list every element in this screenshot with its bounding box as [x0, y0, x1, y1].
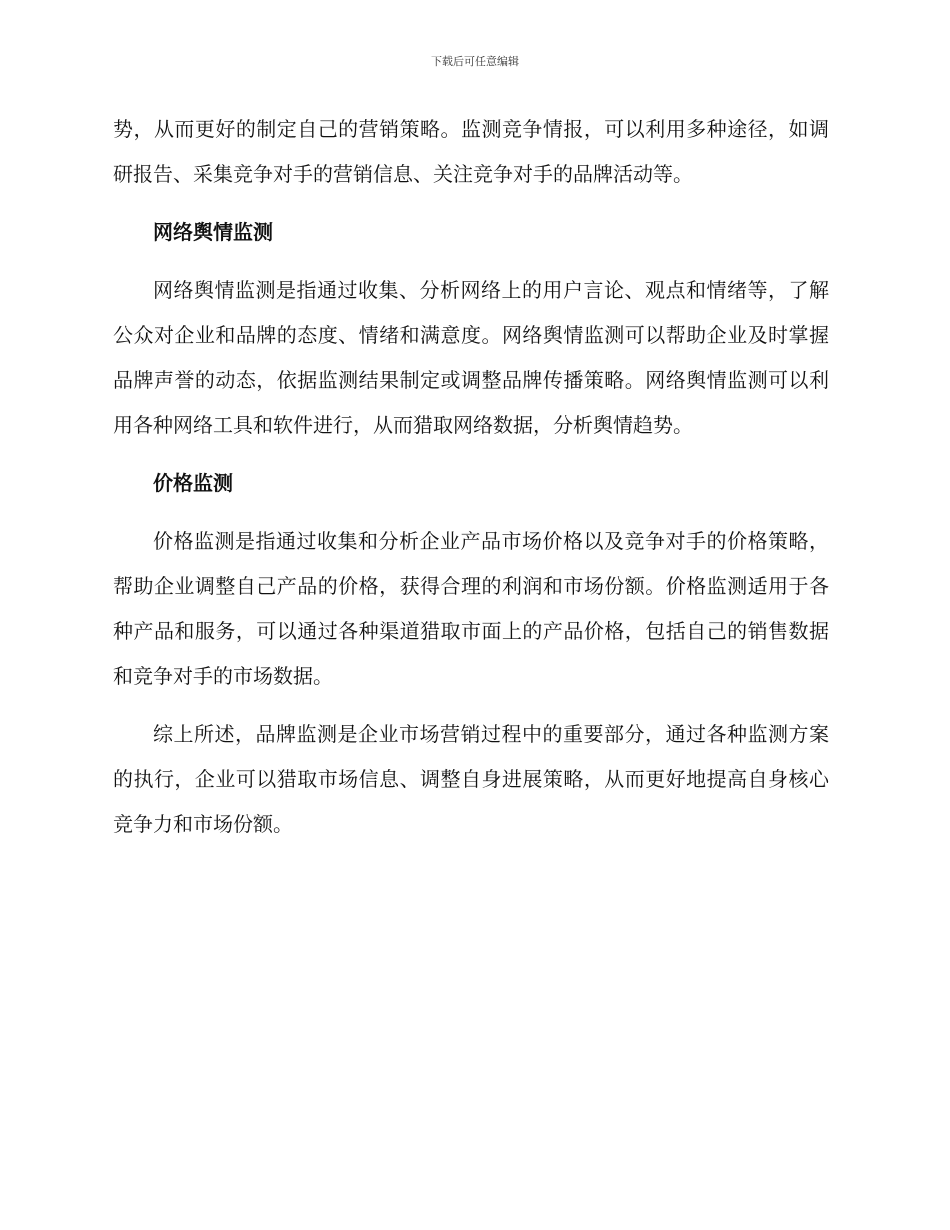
section-heading-price-monitoring: 价格监测 [153, 471, 233, 495]
section-heading-online-sentiment: 网络舆情监测 [153, 220, 273, 244]
paragraph-price-monitoring: 价格监测是指通过收集和分析企业产品市场价格以及竞争对手的价格策略，帮助企业调整自己产品的价格，获得合理的利润和市场份额。价格监测适用于各种产品和服务，可以通过各种渠道猎取市面上的产品价格，包括自己的销售数据和竞争对手的市场数据。 [113, 529, 829, 688]
header-note: 下载后可任意编辑 [431, 55, 519, 68]
document-body [113, 107, 829, 860]
paragraph-online-sentiment: 网络舆情监测是指通过收集、分析网络上的用户言论、观点和情绪等，了解公众对企业和品牌的态度、情绪和满意度。网络舆情监测可以帮助企业及时掌握品牌声誉的动态，依据监测结果制定或调整品牌传播策略。网络舆情监测可以利用各种网络工具和软件进行，从而猎取网络数据，分析舆情趋势。 [113, 278, 829, 437]
paragraph-summary: 综上所述，品牌监测是企业市场营销过程中的重要部分，通过各种监测方案的执行，企业可以猎取市场信息、调整自身进展策略，从而更好地提高自身核心竞争力和市场份额。 [113, 722, 829, 836]
paragraph-continued: 势，从而更好的制定自己的营销策略。监测竞争情报，可以利用多种途径，如调研报告、采集竞争对手的营销信息、关注竞争对手的品牌活动等。 [113, 117, 829, 186]
